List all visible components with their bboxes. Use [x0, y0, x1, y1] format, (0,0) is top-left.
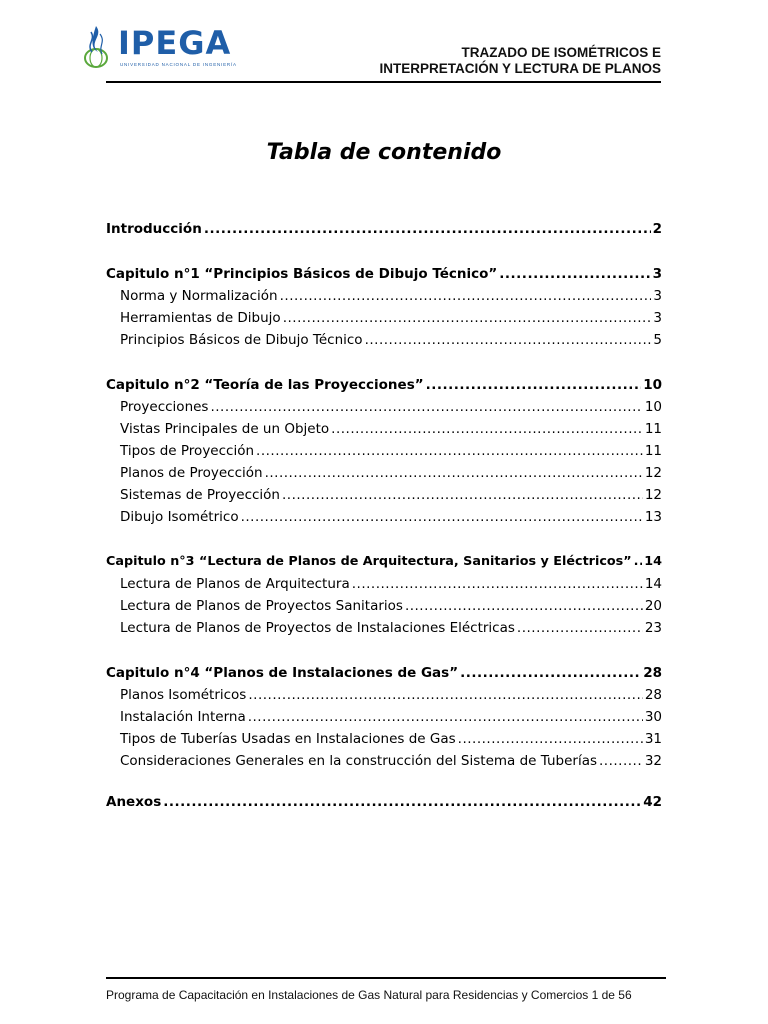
toc-leader-dots [426, 374, 642, 396]
toc-leader-dots [460, 662, 641, 684]
toc-entry-page: 3 [653, 288, 662, 304]
toc-entry[interactable] [106, 418, 662, 440]
toc-entry-page: 11 [644, 421, 662, 437]
toc-entry-page: 3 [653, 310, 662, 326]
toc-leader-dots [241, 506, 643, 528]
toc-leader-dots [634, 551, 643, 573]
toc-leader-dots [517, 617, 643, 639]
toc-entry-page: 3 [652, 266, 662, 282]
toc-leader-dots [458, 728, 643, 750]
toc-leader-dots [256, 440, 643, 462]
toc-leader-dots [204, 218, 651, 240]
toc-entry[interactable] [106, 728, 662, 750]
toc-entry-text: Lectura de Planos de Proyectos Sanitarios [120, 598, 403, 614]
toc-leader-dots [163, 791, 641, 813]
toc-leader-dots [280, 285, 652, 307]
toc-entry[interactable] [106, 396, 662, 418]
toc-entry-text: Consideraciones Generales en la construcción del Sistema de Tuberías [120, 753, 598, 769]
toc-leader-dots [265, 462, 643, 484]
toc-entry-text: Tipos de Proyección [120, 443, 255, 459]
toc-entry-page: 10 [644, 399, 662, 415]
toc-entry-page: 20 [644, 598, 662, 614]
toc-entry-text: Instalación Interna [120, 709, 246, 725]
toc-leader-dots [365, 329, 652, 351]
toc-entry[interactable] [106, 791, 662, 813]
header-title-line-1: TRAZADO DE ISOMÉTRICOS E [461, 45, 661, 60]
toc-entry-page: 10 [643, 377, 662, 393]
toc-entry[interactable] [106, 684, 662, 706]
toc-entry-text: Lectura de Planos de Arquitectura [120, 576, 350, 592]
ipega-logo [80, 22, 250, 74]
toc-entry[interactable] [106, 374, 662, 396]
logo-wordmark: IPEGA [118, 24, 232, 62]
toc-leader-dots [283, 307, 652, 329]
toc-entry-text: Herramientas de Dibujo [120, 310, 281, 326]
toc-entry-page: 30 [644, 709, 662, 725]
toc-entry-text: Capitulo n°4 “Planos de Instalaciones de Gas” [106, 665, 459, 681]
toc-entry-page: 31 [644, 731, 662, 747]
toc-entry[interactable] [106, 595, 662, 617]
toc-entry-page: 12 [644, 487, 662, 503]
toc-entry[interactable] [106, 750, 662, 772]
toc-entry-text: Dibujo Isométrico [120, 509, 239, 525]
toc-entry[interactable] [106, 506, 662, 528]
toc-entry[interactable] [106, 662, 662, 684]
logo-subtext: UNIVERSIDAD NACIONAL DE INGENIERÍA [120, 62, 237, 67]
toc-entry[interactable] [106, 551, 662, 573]
toc-entry[interactable] [106, 573, 662, 595]
toc-leader-dots [210, 396, 642, 418]
toc-leader-dots [499, 263, 650, 285]
toc-entry[interactable] [106, 484, 662, 506]
toc-entry-text: Principios Básicos de Dibujo Técnico [120, 332, 363, 348]
ipega-logo-flame-icon [80, 22, 116, 72]
toc-entry-page: 11 [644, 443, 662, 459]
toc-entry[interactable] [106, 218, 662, 240]
toc-entry-page: 32 [644, 753, 662, 769]
toc-leader-dots [352, 573, 643, 595]
toc-entry-text: Tipos de Tuberías Usadas en Instalaciones de Gas [120, 731, 456, 747]
toc-entry-page: 13 [644, 509, 662, 525]
page-header [0, 0, 768, 90]
toc-entry[interactable] [106, 617, 662, 639]
toc-entry-page: 14 [644, 576, 662, 592]
toc-entry[interactable] [106, 263, 662, 285]
toc-leader-dots [331, 418, 643, 440]
page-footer: Programa de Capacitación en Instalaciones de Gas Natural para Residencias y Comercios 1 de 56 [106, 988, 632, 1002]
header-divider [106, 81, 661, 83]
toc-entry[interactable] [106, 706, 662, 728]
toc-entry-text: Introducción [106, 221, 202, 237]
toc-leader-dots [405, 595, 643, 617]
toc-entry-page: 42 [643, 794, 662, 810]
toc-entry-text: Sistemas de Proyección [120, 487, 280, 503]
toc-leader-dots [282, 484, 643, 506]
toc-entry[interactable] [106, 329, 662, 351]
toc-entry-page: 2 [652, 221, 662, 237]
toc-leader-dots [248, 684, 642, 706]
toc-entry-text: Vistas Principales de un Objeto [120, 421, 330, 437]
toc-entry-text: Norma y Normalización [120, 288, 278, 304]
toc-entry-text: Planos Isométricos [120, 687, 247, 703]
toc-entry[interactable] [106, 307, 662, 329]
toc-leader-dots [599, 750, 643, 772]
toc-entry[interactable] [106, 285, 662, 307]
toc-entry-page: 12 [644, 465, 662, 481]
footer-divider [106, 977, 666, 979]
toc-entry-text: Capitulo n°3 “Lectura de Planos de Arquitectura, Sanitarios y Eléctricos” [106, 554, 632, 569]
toc-entry-text: Proyecciones [120, 399, 209, 415]
toc-entry-text: Capitulo n°2 “Teoría de las Proyecciones” [106, 377, 424, 393]
toc-entry-text: Planos de Proyección [120, 465, 263, 481]
document-header-title [379, 45, 661, 77]
toc-entry-text: Capitulo n°1 “Principios Básicos de Dibujo Técnico” [106, 266, 498, 282]
toc-entry-text: Lectura de Planos de Proyectos de Instalaciones Eléctricas [120, 620, 515, 636]
header-title-line-2: INTERPRETACIÓN Y LECTURA DE PLANOS [379, 61, 661, 76]
toc-title: Tabla de contenido [266, 140, 502, 165]
toc-entry-page: 23 [644, 620, 662, 636]
toc-leader-dots [248, 706, 643, 728]
toc-entry-text: Anexos [106, 794, 162, 810]
toc-entry-page: 5 [653, 332, 662, 348]
toc-entry-page: 14 [644, 554, 662, 569]
toc-entry[interactable] [106, 462, 662, 484]
toc-entry[interactable] [106, 440, 662, 462]
toc-entry-page: 28 [643, 665, 662, 681]
toc-entry-page: 28 [644, 687, 662, 703]
